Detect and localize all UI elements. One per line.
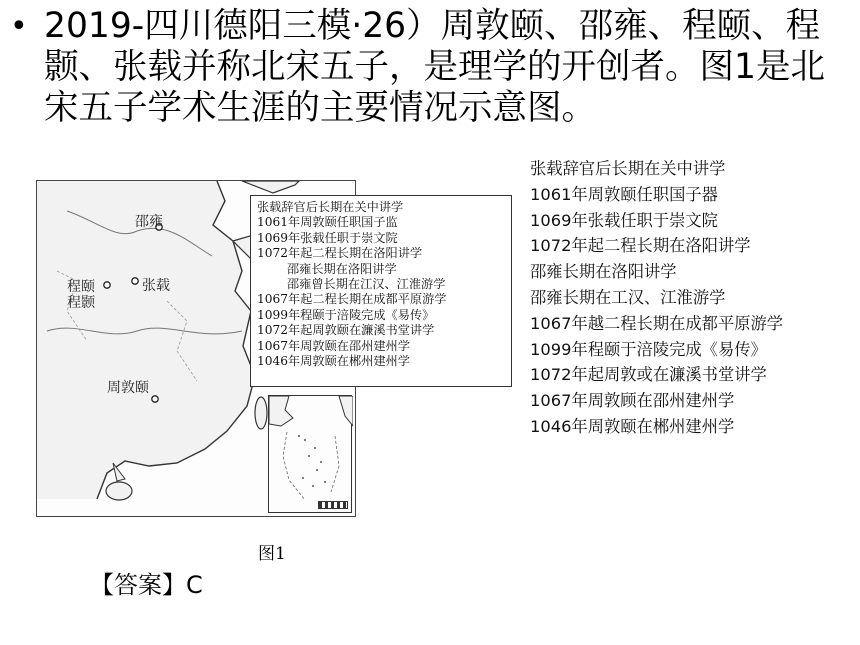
label-zhang-zai: 张载 <box>142 278 170 294</box>
legend-line: 邵雍曾长期在江汉、江淮游学 <box>287 277 446 292</box>
legend-line: 1072年起周敦颐在濂溪书堂讲学 <box>257 323 435 338</box>
question-block <box>10 6 845 129</box>
legend-line: 张载辞官后长期在关中讲学 <box>257 200 404 214</box>
legend-line: 1067年周敦颐在邵州建州学 <box>257 338 410 353</box>
legend-line: 1072年起二程长期在洛阳讲学 <box>257 246 423 261</box>
transcript-line: 邵雍长期在工汉、江淮游学 <box>530 287 726 307</box>
label-cheng-yi-cheng-hao: 程颐 程颢 <box>67 279 95 311</box>
label-shao-yong: 邵雍 <box>135 214 163 230</box>
question-text: 2019-四川德阳三模·26）周敦颐、邵雍、程颐、程颢、张载并称北宋五子，是理学的开创者。图1是北宋五子学术生涯的主要情况示意图。 <box>44 6 825 128</box>
transcript-line: 1067年越二程长期在成都平原游学 <box>530 313 784 333</box>
legend-line: 1067年起二程长期在成都平原游学 <box>257 292 447 307</box>
transcript-line: 1099年程颐于涪陵完成《易传》 <box>530 339 767 359</box>
transcript-line: 1072年起二程长期在洛阳讲学 <box>530 236 751 256</box>
legend-line: 1061年周敦颐任职国子监 <box>257 215 398 230</box>
legend-line: 1046年周敦颐在郴州建州学 <box>257 354 410 369</box>
transcript-line: 张载辞官后长期在关中讲学 <box>530 159 726 178</box>
figure-caption: 图1 <box>258 544 286 564</box>
transcript-line: 1046年周敦颐在郴州建州学 <box>530 416 735 436</box>
map-legend <box>250 195 512 387</box>
legend-line: 1099年程颐于涪陵完成《易传》 <box>257 307 435 322</box>
inset-drawing <box>269 396 353 514</box>
transcript-line: 1061年周敦颐任职国子器 <box>530 184 718 204</box>
label-zhou-dunyi: 周敦颐 <box>107 380 149 396</box>
transcript-line: 1069年张载任职于崇文院 <box>530 210 718 230</box>
transcript-line: 1067年周敦顾在邵州建州学 <box>530 391 735 411</box>
answer-text: 【答案】C <box>90 571 203 599</box>
bullet-point: • <box>10 9 28 44</box>
transcript-line: 邵雍长期在洛阳讲学 <box>530 262 677 282</box>
south-china-sea-inset <box>268 395 352 513</box>
transcript-line: 1072年起周敦或在濂溪书堂讲学 <box>530 365 767 385</box>
legend-line: 1069年张载任职于崇文院 <box>257 230 398 245</box>
legend-transcript <box>530 156 855 440</box>
legend-line: 邵雍长期在洛阳讲学 <box>287 261 397 276</box>
scale-bar <box>318 501 348 509</box>
